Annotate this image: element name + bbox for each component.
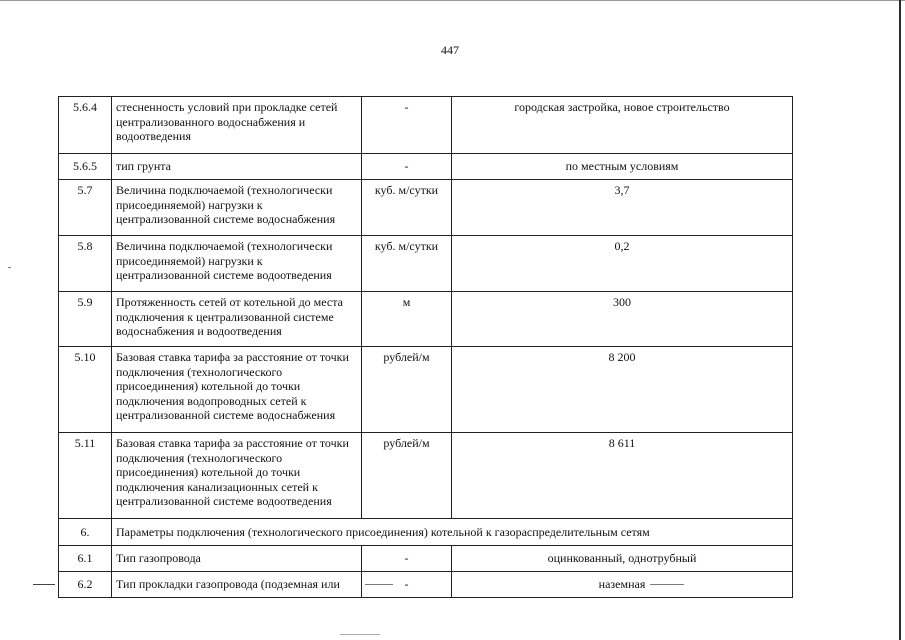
- row-value: 8 200: [452, 347, 793, 433]
- scan-speck: [33, 584, 55, 585]
- table-row-5-7: [59, 180, 793, 236]
- row-value: оцинкованный, однотрубный: [452, 546, 793, 572]
- row-unit: -: [362, 572, 452, 598]
- row-value: городская застройка, новое строительство: [452, 97, 793, 154]
- row-number: 6.1: [59, 546, 112, 572]
- row-unit: -: [362, 154, 452, 180]
- row-value: по местным условиям: [452, 154, 793, 180]
- row-parameter: Протяженность сетей от котельной до места подключения к централизованной системе водоснабжения и водоотведения: [112, 292, 362, 347]
- section-title: Параметры подключения (технологического присоединения) котельной к газораспределительным сетям: [112, 519, 793, 546]
- table-row-6-1: [59, 546, 793, 572]
- table-row-5-6-4: [59, 97, 793, 154]
- row-number: 5.11: [59, 433, 112, 519]
- section-number: 6.: [59, 519, 112, 546]
- row-unit: куб. м/сутки: [362, 236, 452, 292]
- row-unit: рублей/м: [362, 347, 452, 433]
- row-parameter: Базовая ставка тарифа за расстояние от точки подключения (технологического присоединения) котельной до точки подключения водопроводных сетей к централизованной системе водоснабжения: [112, 347, 362, 433]
- scan-edge-top: [0, 0, 905, 1]
- parameters-table: [58, 96, 793, 598]
- row-number: 5.10: [59, 347, 112, 433]
- row-value: 300: [452, 292, 793, 347]
- table-row-5-11: [59, 433, 793, 519]
- row-unit: -: [362, 546, 452, 572]
- scan-speck: [340, 634, 380, 635]
- scan-edge-right: [899, 0, 901, 640]
- row-value: 0,2: [452, 236, 793, 292]
- row-number: 6.2: [59, 572, 112, 598]
- row-value: 8 611: [452, 433, 793, 519]
- row-number: 5.9: [59, 292, 112, 347]
- row-unit: -: [362, 97, 452, 154]
- table-row-5-10: [59, 347, 793, 433]
- row-number: 5.6.4: [59, 97, 112, 154]
- row-unit: рублей/м: [362, 433, 452, 519]
- table-row-5-9: [59, 292, 793, 347]
- row-value: наземная: [452, 572, 793, 598]
- scan-speck: [650, 584, 684, 585]
- table-row-5-6-5: [59, 154, 793, 180]
- row-parameter: Базовая ставка тарифа за расстояние от точки подключения (технологического присоединения) котельной до точки подключения канализационных сетей к централизованной системе водоотведения: [112, 433, 362, 519]
- row-parameter: Величина подключаемой (технологически присоединяемой) нагрузки к централизованной системе водоотведения: [112, 236, 362, 292]
- scan-speck: [8, 267, 11, 268]
- section-row-6: [59, 519, 793, 546]
- row-number: 5.6.5: [59, 154, 112, 180]
- row-parameter: стесненность условий при прокладке сетей централизованного водоснабжения и водоотведения: [112, 97, 362, 154]
- row-parameter: Величина подключаемой (технологически присоединяемой) нагрузки к централизованной системе водоснабжения: [112, 180, 362, 236]
- page-number: 447: [441, 43, 459, 57]
- table-row-5-8: [59, 236, 793, 292]
- row-parameter: тип грунта: [112, 154, 362, 180]
- row-number: 5.8: [59, 236, 112, 292]
- scan-speck: [365, 584, 393, 585]
- row-value: 3,7: [452, 180, 793, 236]
- row-parameter: Тип прокладки газопровода (подземная или: [112, 572, 362, 598]
- row-unit: куб. м/сутки: [362, 180, 452, 236]
- row-unit: м: [362, 292, 452, 347]
- row-number: 5.7: [59, 180, 112, 236]
- row-parameter: Тип газопровода: [112, 546, 362, 572]
